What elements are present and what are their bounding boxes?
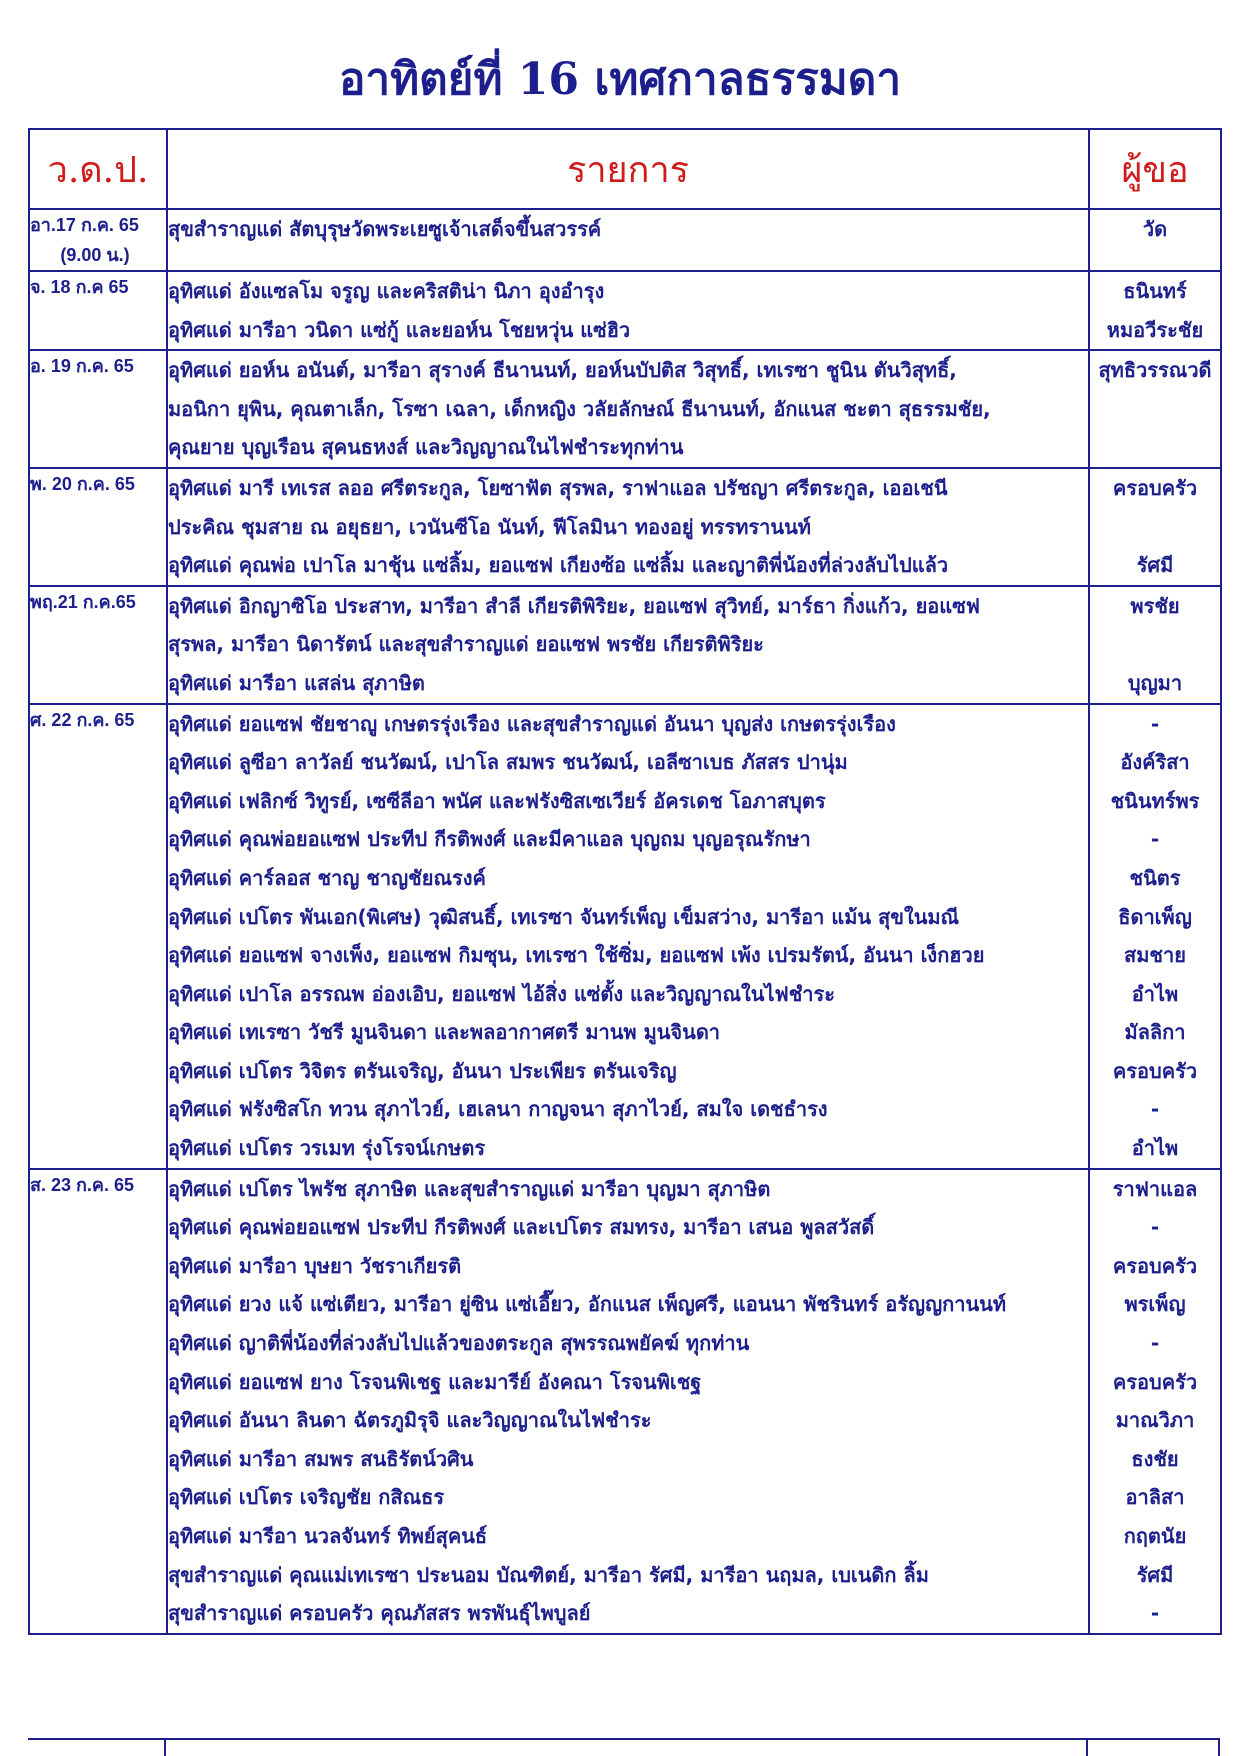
date-text: อ. 19 ก.ค. 65: [30, 356, 134, 377]
intention-line: อุทิศแด่ ญาติพี่น้องที่ล่วงลับไปแล้วของตระกูล สุพรรณพยัคฆ์ ทุกท่าน: [168, 1331, 750, 1356]
intention-cell: [167, 1169, 1089, 1634]
intention-cell: [167, 586, 1089, 704]
requester-name: -: [1150, 1331, 1160, 1356]
intention-cell: [167, 704, 1089, 1169]
schedule-row: [29, 586, 1221, 704]
requester-name: ธงชัย: [1131, 1446, 1179, 1471]
date-text: พฤ.21 ก.ค.65: [30, 591, 136, 612]
intention-cell: [167, 350, 1089, 468]
requester-name: ราฟาแอล: [1112, 1176, 1198, 1201]
header-date: ว.ด.ป.: [29, 129, 167, 209]
requester-cell: [1089, 271, 1221, 350]
date-cell: [29, 271, 167, 350]
requester-name: อาลิสา: [1125, 1485, 1185, 1510]
requester-name: ชนิตร: [1129, 865, 1181, 890]
requester-name: กฤตนัย: [1123, 1524, 1187, 1548]
date-cell: [29, 350, 167, 468]
intention-line: มอนิกา ยุพิน, คุณตาเล็ก, โรซา เฉลา, เด็กหญิง วลัยลักษณ์ ธีนานนท์, อักแนส ชะตา สุธรรมชัย,: [168, 396, 991, 421]
intention-line: อุทิศแด่ เปโตร วรเมท รุ่งโรจน์เกษตร: [168, 1136, 486, 1161]
date-text: พ. 20 ก.ค. 65: [30, 473, 135, 494]
intention-line: อุทิศแด่ คุณพ่อยอแซฟ ประทีป กีรติพงศ์ และมีคาแอล บุญถม บุญอรุณรักษา: [168, 827, 811, 852]
requester-cell: [1089, 586, 1221, 704]
intention-line: อุทิศแด่ ยอแซฟ ชัยชาญู เกษตรรุ่งเรือง และสุขสำราญแด่ อันนา บุญส่ง เกษตรรุ่งเรือง: [168, 711, 896, 736]
schedule-row: [29, 209, 1221, 271]
date-cell: [29, 209, 167, 271]
requester-name: รัศมี: [1136, 553, 1174, 578]
schedule-table: [28, 128, 1222, 1635]
schedule-row: [29, 704, 1221, 1169]
intention-line: อุทิศแด่ ฟรังซิสโก ทวน สุภาไวย์, เฮเลนา กาญจนา สุภาไวย์, สมใจ เดชธำรง: [168, 1097, 828, 1122]
intention-line: อุทิศแด่ ยวง แจ้ แซ่เตียว, มารีอา ยู่ซิน แซ่เอี๊ยว, อักแนส เพ็ญศรี, แอนนา พัชรินทร์ อรัญญกานนท์: [168, 1292, 1007, 1317]
intention-line: อุทิศแด่ มารีอา แสล่น สุภาษิต: [168, 670, 425, 695]
intention-line: อุทิศแด่ เปโตร พันเอก(พิเศษ) วุฒิสนธิ์, เทเรซา จันทร์เพ็ญ เข็มสว่าง, มารีอา แม้น สุขในมณี: [168, 904, 960, 929]
schedule-row: [29, 350, 1221, 468]
requester-cell: [1089, 1169, 1221, 1634]
intention-cell: [167, 271, 1089, 350]
requester-name: -: [1150, 827, 1160, 852]
requester-name: อังค์ริสา: [1120, 750, 1190, 775]
intention-line: อุทิศแด่ คุณพ่อ เปาโล มาชุ้น แซ่ลิ้ม, ยอแซฟ เกียงซ้อ แซ่ลิ้ม และญาติพี่น้องที่ล่วงลับไปแล้ว: [168, 553, 949, 578]
requester-name: ชนินทร์พร: [1110, 788, 1200, 813]
requester-cell: [1089, 704, 1221, 1169]
intention-line: อุทิศแด่ มารีอา สมพร สนธิรัตน์วศิน: [168, 1446, 474, 1471]
requester-name: ครอบครัว: [1112, 1253, 1198, 1278]
schedule-body: [29, 209, 1221, 1634]
requester-name: อำไพ: [1131, 1136, 1179, 1161]
intention-line: อุทิศแด่ เทเรซา วัชรี มูนจินดา และพลอากาศตรี มานพ มูนจินดา: [168, 1020, 721, 1045]
requester-name: อำไพ: [1131, 981, 1179, 1006]
requester-name: ธิดาเพ็ญ: [1118, 904, 1192, 929]
intention-line: สุรพล, มารีอา นิดารัตน์ และสุขสำราญแด่ ยอแซฟ พรชัย เกียรติพิริยะ: [168, 632, 764, 657]
requester-name: หมอวีระชัย: [1106, 317, 1204, 342]
requester-name: รัศมี: [1136, 1562, 1174, 1587]
intention-line: อุทิศแด่ อังแซลโม จรูญ และคริสติน่า นิภา อุงอำรุง: [168, 279, 605, 303]
intention-line: สุขสำราญแด่ คุณแม่เทเรซา ประนอม บัณฑิตย์, มารีอา รัศมี, มารีอา นฤมล, เบเนดิก ลิ้ม: [168, 1562, 929, 1587]
requester-name: ครอบครัว: [1112, 1058, 1198, 1083]
date-cell: [29, 1169, 167, 1634]
intention-line: อุทิศแด่ คุณพ่อยอแซฟ ประทีป กีรติพงศ์ และเปโตร สมทรง, มารีอา เสนอ พูลสวัสดิ์: [168, 1215, 875, 1240]
requester-name: ครอบครัว: [1112, 475, 1198, 500]
intention-line: อุทิศแด่ ยอห์น อนันต์, มารีอา สุรางค์ ธีนานนท์, ยอห์นบัปติส วิสุทธิ์, เทเรซา ชูนิน ตันวิสุทธิ์,: [168, 358, 957, 383]
requester-name: -: [1150, 1601, 1160, 1626]
page-title: อาทิตย์ที่ 16 เทศกาลธรรมดา: [338, 54, 902, 105]
requester-cell: [1089, 468, 1221, 586]
date-cell: [29, 704, 167, 1169]
schedule-row: [29, 468, 1221, 586]
intention-cell: [167, 209, 1089, 271]
date-cell: [29, 468, 167, 586]
requester-name: พรเพ็ญ: [1124, 1292, 1186, 1317]
intention-line: อุทิศแด่ อิกญาซิโอ ประสาท, มารีอา สำลี เกียรติพิริยะ, ยอแซฟ สุวิทย์, มาร์ธา กิ่งแก้ว, ยอแซฟ: [168, 593, 980, 618]
date-text: อา.17 ก.ค. 65: [30, 215, 139, 235]
schedule-row: [29, 271, 1221, 350]
date-text: ศ. 22 ก.ค. 65: [30, 709, 135, 730]
requester-name: -: [1150, 1215, 1160, 1240]
intention-line: อุทิศแด่ เปโตร เจริญชัย กสิณธร: [168, 1485, 445, 1510]
requester-name: ครอบครัว: [1112, 1369, 1198, 1394]
intention-line: อุทิศแด่ คาร์ลอส ชาญ ชาญชัยณรงค์: [168, 865, 486, 890]
intention-line: อุทิศแด่ มารีอา วนิดา แซ่กู้ และยอห์น โชยหวุ่น แซ่ฮิว: [168, 317, 631, 342]
requester-name: [1090, 390, 1220, 429]
date-time-text: (9.00 น.): [60, 245, 130, 265]
intention-line: อุทิศแด่ อันนา ลินดา ฉัตรภูมิรุจิ และวิญญาณในไฟชำระ: [168, 1408, 652, 1433]
intention-line: คุณยาย บุญเรือน สุคนธหงส์ และวิญญาณในไฟชำระทุกท่าน: [168, 435, 684, 460]
intention-line: อุทิศแด่ เปาโล อรรณพ อ่องเอิบ, ยอแซฟ ไอ้สิ่ง แซ่ตั้ง และวิญญาณในไฟชำระ: [168, 981, 835, 1006]
intention-line: อุทิศแด่ ยอแซฟ ยาง โรจนพิเชฐ และมารีย์ อังคณา โรจนพิเชฐ: [168, 1369, 702, 1394]
requester-name: สุทธิวรรณวดี: [1098, 358, 1212, 383]
requester-name: มัลลิกา: [1124, 1020, 1186, 1045]
intention-line: อุทิศแด่ ลูซีอา ลาวัลย์ ชนวัฒน์, เปาโล สมพร ชนวัฒน์, เอลีซาเบธ ภัสสร ปานุ่ม: [168, 750, 848, 775]
intention-line: อุทิศแด่ ยอแซฟ จางเพ็ง, ยอแซฟ กิมซุน, เทเรซา ใช้ซิ่ม, ยอแซฟ เพ้ง เปรมรัตน์, อันนา เง็กฮวย: [168, 943, 985, 968]
date-text: จ. 18 ก.ค 65: [30, 277, 129, 297]
requester-name: มาณวิภา: [1115, 1408, 1195, 1433]
requester-name: [1090, 428, 1220, 467]
requester-name: วัด: [1142, 217, 1168, 241]
requester-cell: [1089, 209, 1221, 271]
requester-cell: [1089, 350, 1221, 468]
header-list: รายการ: [167, 129, 1089, 209]
intention-line: ประคิณ ชุมสาย ณ อยุธยา, เวนันซีโอ นันท์, ฟีโลมินา ทองอยู่ ทรรทรานนท์: [168, 514, 811, 539]
intention-line: อุทิศแด่ เปโตร วิจิตร ตรันเจริญ, อันนา ประเพียร ตรันเจริญ: [168, 1058, 677, 1083]
intention-line: อุทิศแด่ มารี เทเรส ลออ ศรีตระกูล, โยซาฟัต สุรพล, ราฟาแอล ปรัชญา ศรีตระกูล, เออเชนี: [168, 475, 948, 500]
intention-line: อุทิศแด่ เปโตร ไพรัช สุภาษิต และสุขสำราญแด่ มารีอา บุญมา สุภาษิต: [168, 1176, 771, 1201]
requester-name: -: [1150, 711, 1160, 736]
intention-line: อุทิศแด่ มารีอา นวลจันทร์ ทิพย์สุคนธ์: [168, 1524, 488, 1548]
header-row: [29, 129, 1221, 209]
requester-name: พรชัย: [1130, 593, 1180, 618]
header-requester: ผู้ขอ: [1089, 129, 1221, 209]
intention-line: อุทิศแด่ เฟลิกซ์ วิทูรย์, เซซีลีอา พนัศ และฟรังซิสเซเวียร์ อัครเดช โอภาสบุตร: [168, 788, 826, 813]
date-cell: [29, 586, 167, 704]
requester-name: -: [1150, 1097, 1160, 1122]
table-continuation: [28, 1738, 1220, 1756]
intention-line: อุทิศแด่ มารีอา บุษยา วัชราเกียรติ: [168, 1253, 462, 1278]
schedule-row: [29, 1169, 1221, 1634]
intention-line: สุขสำราญแด่ ครอบครัว คุณภัสสร พรพันธุ์ไพบูลย์: [168, 1601, 591, 1626]
requester-name: บุญมา: [1127, 670, 1183, 695]
requester-name: [1090, 508, 1220, 547]
requester-name: [1090, 625, 1220, 664]
intention-cell: [167, 468, 1089, 586]
requester-name: ธนินทร์: [1123, 279, 1187, 303]
requester-name: สมชาย: [1124, 943, 1186, 968]
date-text: ส. 23 ก.ค. 65: [30, 1174, 134, 1195]
intention-line: สุขสำราญแด่ สัตบุรุษวัดพระเยซูเจ้าเสด็จขึ้นสวรรค์: [168, 217, 602, 241]
